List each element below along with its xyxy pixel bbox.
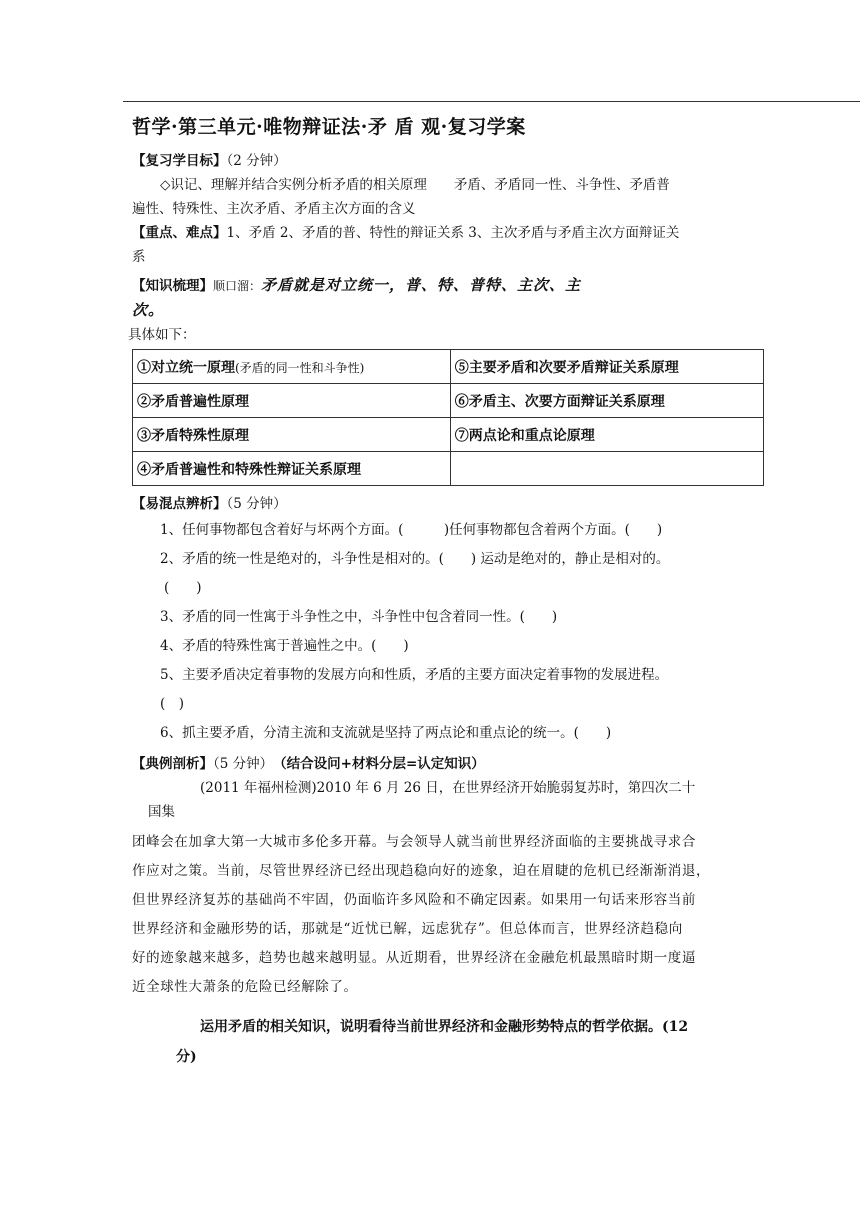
case-question-text: 运用矛盾的相关知识，说明看待当前世界经济和金融形势特点的哲学依据。(12 [200, 1019, 689, 1035]
case-intro-cont: 国集 [148, 804, 175, 820]
case-heading [132, 752, 738, 776]
confusion-item-5: 5、主要矛盾决定着事物的发展方向和性质，矛盾的主要方面决定着事物的发展进程。 [160, 667, 669, 683]
goals-line-2: 遍性、特殊性、主次矛盾、矛盾主次方面的含义 [132, 201, 416, 217]
case-body-line: 团峰会在加拿大第一大城市多伦多开幕。与会领导人就当前世界经济面临的主要挑战寻求合 [132, 834, 696, 850]
knowledge-prefix: 顺口溜： [213, 279, 262, 293]
goals-time: （2 分钟） [226, 153, 287, 169]
principle-cell [450, 384, 763, 418]
principle-6: ⑥矛盾主、次要方面辩证关系原理 [454, 393, 665, 410]
principle-cell [133, 452, 451, 486]
principle-5: ⑤主要矛盾和次要矛盾辩证关系原理 [454, 359, 679, 376]
rhyme-line-1: 矛盾就是对立统一，普、特、普特、主次、主 [261, 276, 582, 294]
case-question-tail: 分) [176, 1049, 197, 1065]
principle-cell [133, 384, 451, 418]
goals-heading [132, 149, 738, 173]
case-time: （5 分钟） [213, 756, 267, 772]
case-material [132, 828, 738, 1002]
confusion-time: （5 分钟） [226, 496, 287, 512]
principle-7: ⑦两点论和重点论原理 [454, 427, 595, 444]
principle-cell [133, 418, 451, 452]
goals-line-1: ◇识记、理解并结合实例分析矛盾的相关原理 矛盾、矛盾同一性、斗争性、矛盾普 [160, 177, 670, 193]
confusion-item-3: 3、矛盾的同一性寓于斗争性之中，斗争性中包含着同一性。( ) [160, 609, 558, 625]
key-points-text: 1、矛盾 2、矛盾的普、特性的辩证关系 3、主次矛盾与矛盾主次方面辩证关 [226, 225, 680, 241]
confusion-item-2: 2、矛盾的统一性是绝对的，斗争性是相对的。( ) 运动是绝对的，静止是相对的。 [160, 551, 670, 567]
principle-1: ①对立统一原理 [137, 359, 235, 376]
table-row [133, 418, 764, 452]
case-note: （结合设问+材料分层=认定知识） [279, 756, 485, 772]
principle-cell [450, 350, 763, 384]
case-question [132, 1012, 738, 1072]
confusion-item-5-tail: ( ) [160, 696, 185, 712]
knowledge-label: 【知识梳理】 [132, 278, 213, 294]
goals-label: 【复习学目标】 [132, 153, 227, 169]
principle-3: ③矛盾特殊性原理 [137, 427, 249, 444]
rhyme-line-2: 次。 [132, 301, 165, 319]
case-body-line: 但世界经济复苏的基础尚不牢固，仍面临许多风险和不确定因素。如果用一句话来形容当前 [132, 892, 696, 908]
principle-1-note: (矛盾的同一性和斗争性) [235, 360, 365, 375]
principle-4: ④矛盾普遍性和特殊性辩证关系原理 [137, 461, 361, 478]
document-body [128, 112, 738, 1072]
knowledge-intro: 具体如下： [128, 327, 196, 343]
principles-table [132, 349, 764, 486]
key-points-line-1 [132, 221, 738, 245]
page-title: 哲学·第三单元·唯物辩证法·矛 盾 观·复习学案 [132, 116, 526, 138]
confusion-item-2-tail: ( ) [164, 580, 202, 596]
knowledge-line-1 [132, 273, 738, 298]
case-body-line: 好的迹象越来越多，趋势也越来越明显。从近期看，世界经济在金融危机最黑暗时期一度逼 [132, 950, 696, 966]
case-body-line: 作应对之策。当前，尽管世界经济已经出现趋稳向好的迹象，迫在眉睫的危机已经渐渐消退， [132, 863, 711, 879]
case-body-line: 近全球性大萧条的危险已经解除了。 [132, 979, 358, 995]
case-label: 【典例剖析】 [132, 756, 213, 772]
principle-cell-empty [450, 452, 763, 486]
confusion-label: 【易混点辨析】 [132, 496, 227, 512]
confusion-item-6: 6、抓主要矛盾，分清主流和支流就是坚持了两点论和重点论的统一。( ) [160, 725, 612, 741]
key-points-label: 【重点、难点】 [132, 225, 227, 241]
case-intro: (2011 年福州检测)2010 年 6 月 26 日，在世界经济开始脆弱复苏时，第四次二十 [200, 780, 696, 796]
principle-cell [133, 350, 451, 384]
knowledge-line-2 [132, 298, 738, 323]
key-points-line-2: 系 [132, 249, 146, 265]
case-body-line: 世界经济和金融形势的话，那就是“近忧已解，远虑犹存”。但总体而言，世界经济趋稳向 [132, 921, 683, 937]
table-row [133, 350, 764, 384]
header-rule [123, 101, 860, 102]
confusion-heading [132, 492, 738, 516]
principle-cell [450, 418, 763, 452]
table-row [133, 452, 764, 486]
table-row [133, 384, 764, 418]
confusion-item-1: 1、任何事物都包含着好与坏两个方面。( )任何事物都包含着两个方面。( ) [160, 522, 663, 538]
confusion-item-4: 4、矛盾的特殊性寓于普遍性之中。( ) [160, 638, 409, 654]
principle-2: ②矛盾普遍性原理 [137, 393, 249, 410]
